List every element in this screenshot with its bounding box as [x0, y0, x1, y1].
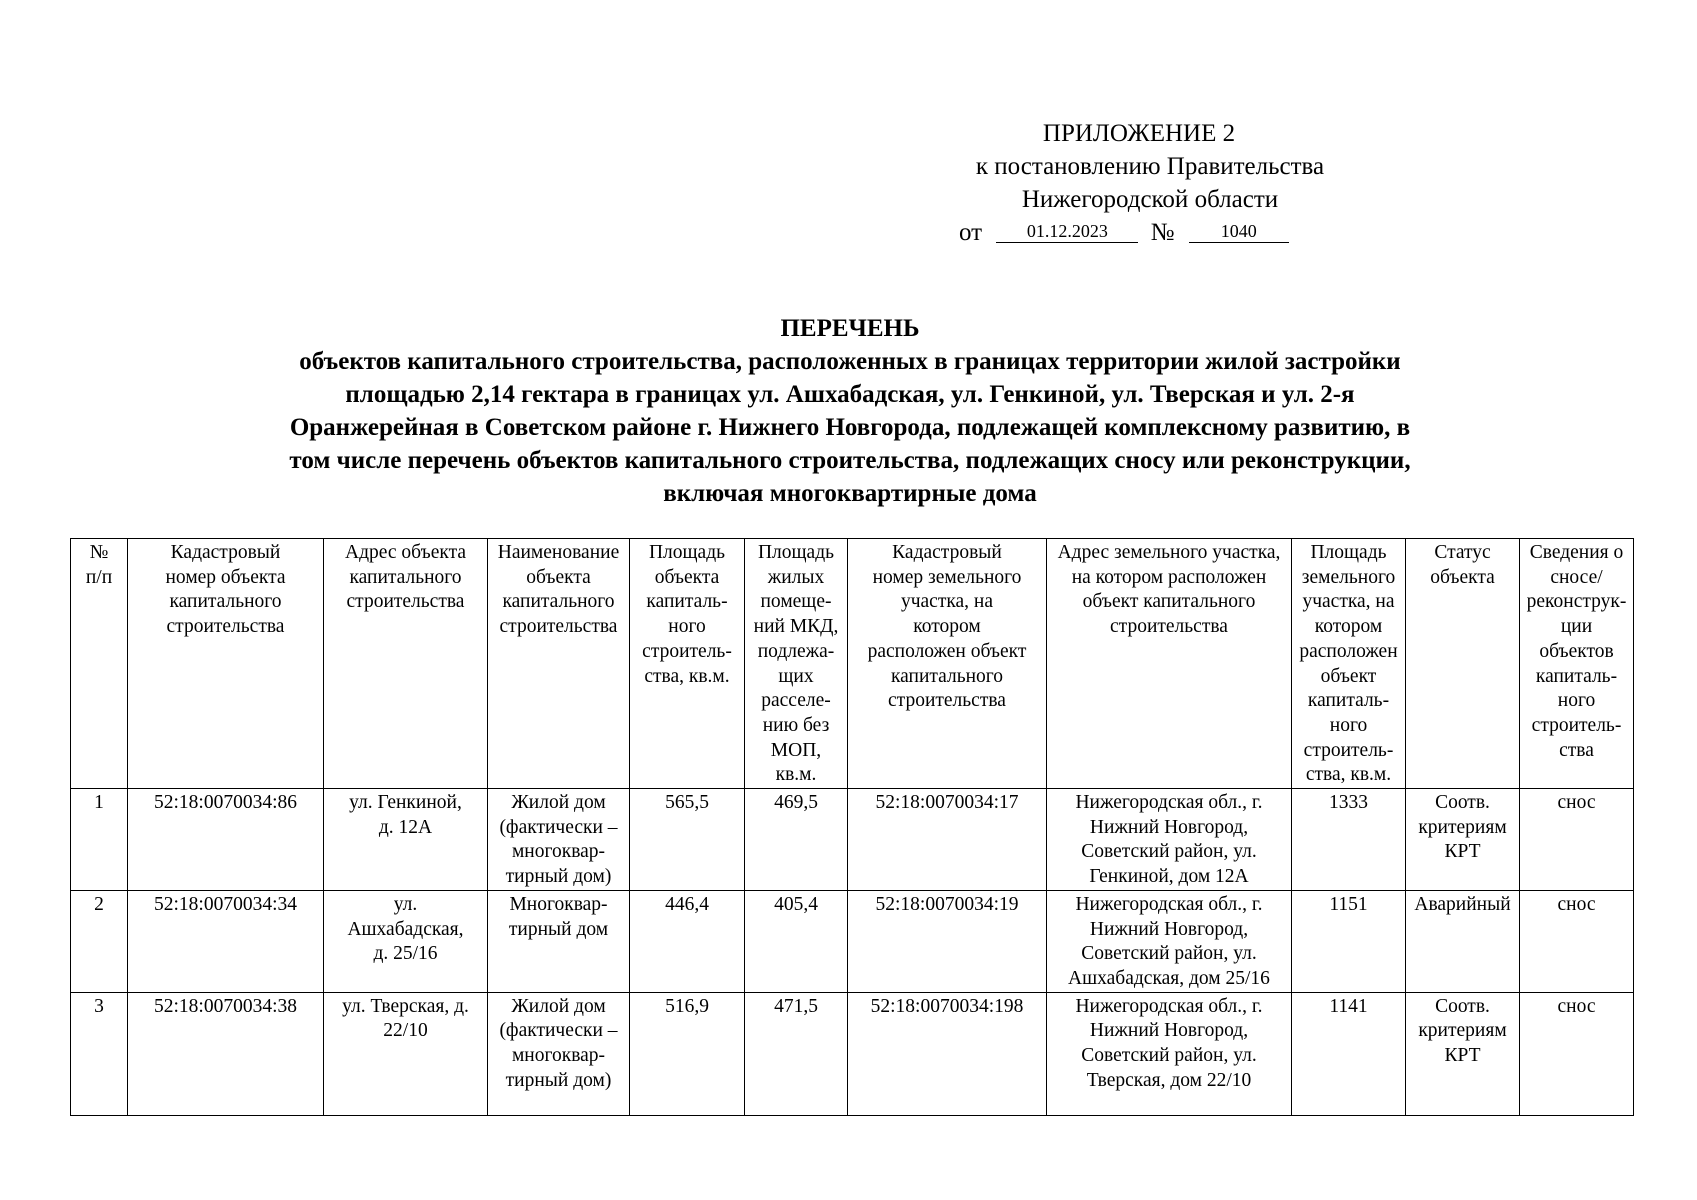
column-header-text: Площадь: [757, 542, 835, 563]
appendix-title: ПРИЛОЖЕНИЕ 2: [1042, 120, 1236, 147]
column-header-cadastral-land: [848, 539, 1047, 789]
column-header-text: строитель-: [1303, 739, 1394, 761]
cell-residential-area: [745, 992, 848, 1115]
cell-text: тирный дом): [505, 1069, 612, 1091]
cell-text: 1: [94, 792, 104, 814]
column-header-text: строитель-: [1531, 714, 1622, 736]
column-header-text: капитального: [502, 591, 615, 613]
column-header-text: строительства: [346, 591, 465, 613]
cell-text: 52:18:0070034:86: [153, 792, 297, 814]
column-header-text: строитель-: [642, 640, 732, 662]
column-header-text: ного: [668, 616, 706, 638]
cell-status: [1406, 992, 1520, 1115]
column-header-text: расселе-: [761, 690, 831, 712]
column-header-text: земельного: [1301, 566, 1396, 588]
cell-text: 471,5: [774, 995, 818, 1017]
column-header-text: строительства: [888, 690, 1006, 712]
document-heading: [190, 312, 1510, 510]
column-header-text: объект капитального: [1082, 591, 1256, 613]
cell-cadastral-object: [128, 890, 324, 992]
cell-object-name: [488, 789, 630, 891]
cell-object-area: [630, 992, 745, 1115]
appendix-region: Нижегородской области: [1021, 186, 1279, 213]
cell-text: Нижний Новгород,: [1089, 816, 1249, 838]
column-header-text: кв.м.: [775, 764, 817, 786]
cell-text: снос: [1557, 792, 1596, 814]
column-header-text: Кадастровый: [170, 542, 281, 563]
column-header-text: п/п: [85, 566, 113, 588]
column-header-text: капиталь-: [1307, 690, 1390, 712]
column-header-text: капиталь-: [646, 591, 728, 613]
heading-line: объектов капитального строительства, расположенных в границах территории жилой застройки: [299, 348, 1401, 375]
cell-text: 565,5: [665, 792, 709, 814]
appendix-resolution: к постановлению Правительства: [975, 153, 1325, 180]
cell-text: критериям: [1418, 816, 1507, 838]
column-header-status: [1406, 539, 1520, 789]
cell-demolition: [1520, 992, 1634, 1115]
cell-text: Советский район, ул.: [1081, 943, 1257, 965]
resolution-number: 1040: [1189, 220, 1289, 243]
column-header-text: строительства: [499, 616, 618, 638]
cell-text: Соотв.: [1435, 995, 1490, 1017]
column-header-text: объекта: [1430, 566, 1495, 588]
column-header-text: номер земельного: [872, 566, 1022, 588]
cell-text: 1141: [1329, 995, 1368, 1017]
column-header-land-area: [1292, 539, 1406, 789]
column-header-land-address: [1047, 539, 1292, 789]
column-header-text: объект: [1320, 665, 1377, 687]
column-header-text: Наименование: [497, 542, 620, 563]
cell-object-address: [324, 992, 488, 1115]
header-row: [71, 539, 1634, 789]
column-header-text: Площадь: [1310, 542, 1387, 563]
cell-text: Генкиной, дом 12А: [1089, 866, 1249, 888]
cell-land-address: [1047, 789, 1292, 891]
cell-text: ул. Тверская, д.: [342, 995, 469, 1017]
cell-text: 3: [94, 995, 104, 1017]
objects-table: [70, 538, 1634, 1116]
column-header-text: котором: [913, 616, 981, 638]
column-header-text: расположен: [1299, 640, 1398, 662]
resolution-date: 01.12.2023: [996, 220, 1138, 243]
cell-text: Советский район, ул.: [1081, 1045, 1257, 1067]
cell-residential-area: [745, 789, 848, 891]
cell-text: 22/10: [383, 1020, 428, 1042]
cell-object-address: [324, 789, 488, 891]
cell-demolition: [1520, 789, 1634, 891]
cell-text: 516,9: [665, 995, 709, 1017]
column-header-text: Статус: [1434, 542, 1491, 563]
cell-text: (фактически –: [499, 816, 618, 838]
column-header-residential-area: [745, 539, 848, 789]
column-header-text: ний МКД,: [753, 616, 839, 638]
cell-land-area: [1292, 890, 1406, 992]
cell-text: 469,5: [774, 792, 818, 814]
column-header-object-area: [630, 539, 745, 789]
cell-text: 52:18:0070034:38: [153, 995, 297, 1017]
column-header-text: Адрес объекта: [345, 542, 466, 563]
cell-text: Ашхабадская,: [347, 918, 464, 940]
cell-text: 52:18:0070034:198: [870, 995, 1024, 1017]
heading-line: том числе перечень объектов капитального строительства, подлежащих сносу или реконструкции,: [289, 447, 1411, 474]
cell-text: критериям: [1418, 1020, 1507, 1042]
cell-text: снос: [1557, 995, 1596, 1017]
column-header-text: Сведения о: [1529, 542, 1624, 563]
cell-text: Жилой дом: [511, 792, 606, 814]
cell-land-address: [1047, 890, 1292, 992]
cell-cadastral-land: [848, 890, 1047, 992]
column-header-text: на котором расположен: [1071, 566, 1267, 588]
column-header-text: ции: [1560, 616, 1593, 638]
column-header-text: ства, кв.м.: [644, 665, 730, 687]
heading-title: ПЕРЕЧЕНЬ: [780, 315, 920, 342]
column-header-object-name: [488, 539, 630, 789]
column-header-text: объектов: [1539, 640, 1614, 662]
table-header: [71, 539, 1634, 789]
cell-num: [71, 992, 128, 1115]
cell-object-address: [324, 890, 488, 992]
table-row: [71, 992, 1634, 1115]
cell-text: КРТ: [1444, 1045, 1481, 1067]
cell-text: 405,4: [774, 893, 818, 915]
cell-text: Нижегородская обл., г.: [1075, 792, 1263, 814]
cell-text: Нижний Новгород,: [1089, 918, 1249, 940]
cell-text: Аварийный: [1414, 893, 1511, 915]
cell-cadastral-object: [128, 789, 324, 891]
cell-text: (фактически –: [499, 1020, 618, 1042]
column-header-text: объекта: [654, 566, 720, 588]
column-header-text: участка, на: [900, 591, 994, 613]
column-header-text: капитального: [169, 591, 282, 613]
cell-status: [1406, 890, 1520, 992]
heading-line: включая многоквартирные дома: [663, 480, 1037, 507]
cell-demolition: [1520, 890, 1634, 992]
column-header-text: строительства: [1110, 616, 1228, 638]
cell-num: [71, 789, 128, 891]
cell-text: КРТ: [1444, 841, 1481, 863]
column-header-text: Площадь: [648, 542, 726, 563]
column-header-cadastral-object: [128, 539, 324, 789]
column-header-text: капитального: [349, 566, 462, 588]
cell-text: Многоквар-: [509, 893, 608, 915]
heading-line: Оранжерейная в Советском районе г. Нижнего Новгорода, подлежащей комплексному развитию, в: [289, 414, 1411, 441]
cell-cadastral-object: [128, 992, 324, 1115]
column-header-text: №: [89, 542, 109, 563]
cell-land-area: [1292, 789, 1406, 891]
cell-text: Тверская, дом 22/10: [1086, 1069, 1252, 1091]
appendix-date-line: [900, 216, 1400, 249]
cell-text: 1333: [1329, 792, 1368, 814]
cell-text: 52:18:0070034:17: [875, 792, 1019, 814]
cell-land-area: [1292, 992, 1406, 1115]
cell-text: ул.: [393, 893, 418, 915]
cell-text: Ашхабадская, дом 25/16: [1068, 967, 1270, 989]
column-header-text: ства: [1559, 739, 1594, 761]
column-header-text: капитального: [890, 665, 1004, 687]
cell-num: [71, 890, 128, 992]
column-header-text: сносе/: [1550, 566, 1603, 588]
column-header-text: ного: [1329, 714, 1368, 736]
column-header-text: капиталь-: [1535, 665, 1618, 687]
table-body: [71, 789, 1634, 1116]
appendix-block: [900, 117, 1400, 249]
cell-text: Жилой дом: [511, 995, 606, 1017]
cell-text: тирный дом): [505, 866, 612, 888]
cell-text: снос: [1557, 893, 1596, 915]
cell-text: 2: [94, 893, 104, 915]
column-header-text: нию без: [762, 714, 830, 736]
cell-text: тирный дом: [508, 918, 609, 940]
cell-status: [1406, 789, 1520, 891]
table-row: [71, 789, 1634, 891]
cell-text: д. 12А: [378, 816, 433, 838]
cell-land-address: [1047, 992, 1292, 1115]
cell-text: 52:18:0070034:19: [875, 893, 1019, 915]
cell-text: д. 25/16: [373, 943, 438, 965]
column-header-object-address: [324, 539, 488, 789]
cell-text: Нижегородская обл., г.: [1075, 893, 1263, 915]
from-label: от: [959, 219, 983, 246]
cell-text: многоквар-: [511, 1045, 606, 1067]
cell-object-name: [488, 890, 630, 992]
column-header-text: ного: [1557, 690, 1596, 712]
cell-text: Нижний Новгород,: [1089, 1020, 1249, 1042]
cell-object-name: [488, 992, 630, 1115]
cell-cadastral-land: [848, 789, 1047, 891]
column-header-num: [71, 539, 128, 789]
cell-text: Советский район, ул.: [1081, 841, 1257, 863]
column-header-text: Кадастровый: [892, 542, 1002, 563]
cell-text: Соотв.: [1435, 792, 1490, 814]
column-header-text: Адрес земельного участка,: [1057, 542, 1281, 563]
column-header-text: номер объекта: [165, 566, 286, 588]
cell-text: 446,4: [665, 893, 709, 915]
column-header-text: МОП,: [770, 739, 822, 761]
cell-text: многоквар-: [511, 841, 606, 863]
column-header-text: строительства: [166, 616, 285, 638]
table-row: [71, 890, 1634, 992]
number-label: №: [1150, 219, 1175, 246]
column-header-text: ства, кв.м.: [1305, 764, 1392, 786]
column-header-text: участка, на: [1302, 591, 1395, 613]
column-header-text: расположен объект: [867, 640, 1027, 662]
cell-object-area: [630, 890, 745, 992]
cell-residential-area: [745, 890, 848, 992]
column-header-text: реконструк-: [1526, 591, 1627, 613]
cell-cadastral-land: [848, 992, 1047, 1115]
column-header-text: помеще-: [760, 591, 832, 613]
column-header-text: щих: [778, 665, 814, 687]
cell-text: 1151: [1329, 893, 1368, 915]
column-header-text: жилых: [767, 566, 825, 588]
cell-text: ул. Генкиной,: [349, 792, 462, 814]
column-header-text: котором: [1314, 616, 1383, 638]
cell-text: 52:18:0070034:34: [153, 893, 297, 915]
heading-line: площадью 2,14 гектара в границах ул. Ашхабадская, ул. Генкиной, ул. Тверская и ул. 2-я: [345, 381, 1355, 408]
column-header-text: подлежа-: [757, 640, 835, 662]
cell-text: Нижегородская обл., г.: [1075, 995, 1263, 1017]
column-header-demolition: [1520, 539, 1634, 789]
column-header-text: объекта: [526, 566, 591, 588]
cell-object-area: [630, 789, 745, 891]
